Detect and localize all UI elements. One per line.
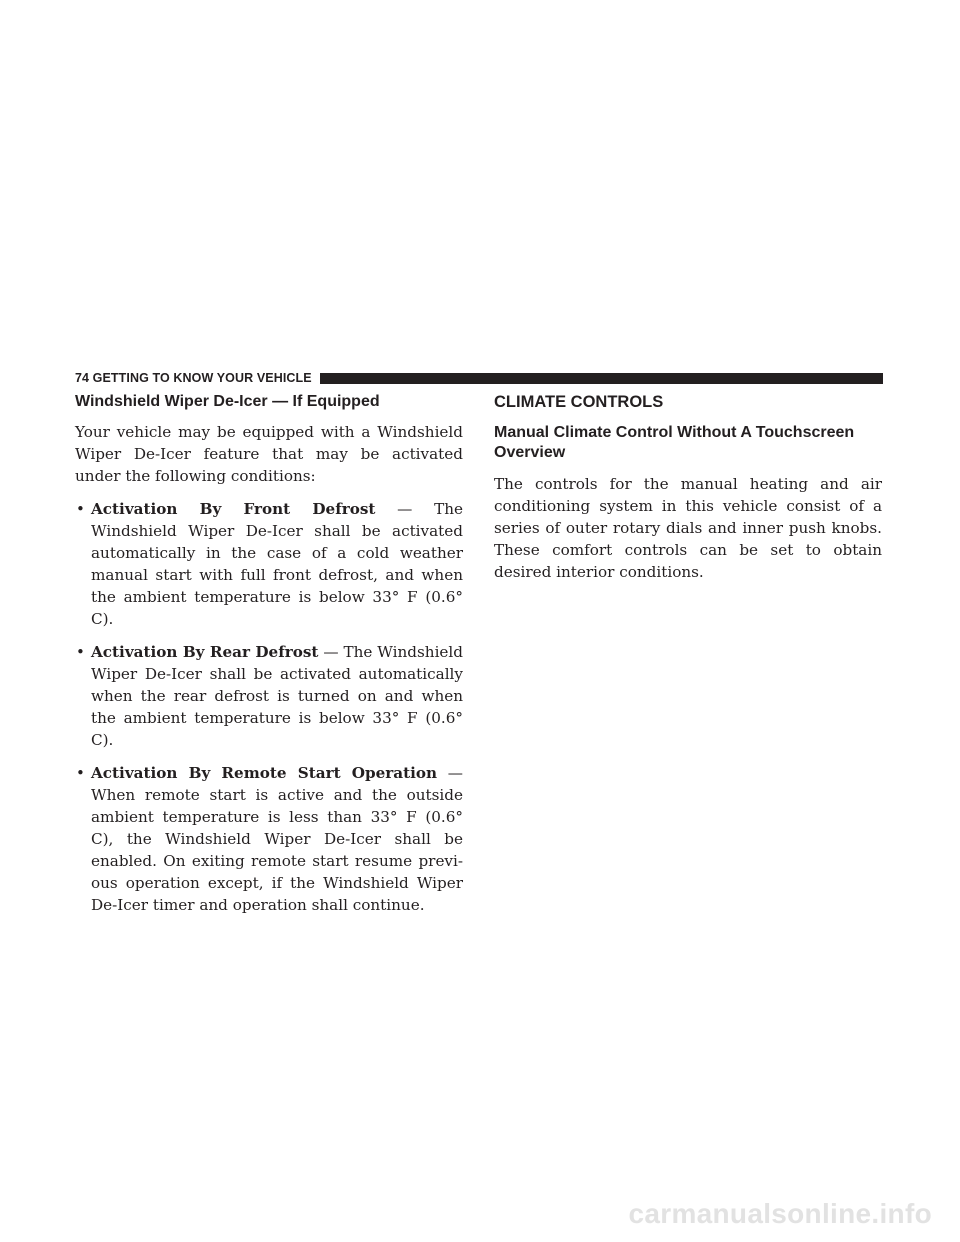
left-column (75, 392, 463, 927)
running-header (75, 370, 883, 386)
bullet-body: — When remote start is active and the outside ambient temperature is less than 33° F (0.6° C), the Windshield Wiper De-Icer shall be enabled. On exiting remote start resume previ-ous operation except, if the Windshield Wiper De-Icer timer and operation shall continue. (91, 764, 463, 914)
climate-section-title: CLIMATE CONTROLS (494, 393, 664, 411)
page-header-label: 74 GETTING TO KNOW YOUR VEHICLE (75, 371, 312, 385)
bullet-item (75, 641, 463, 751)
bullet-text (91, 762, 463, 916)
bullet-dot-icon: • (76, 764, 85, 782)
bullet-dot-icon: • (76, 500, 85, 518)
bullet-text (91, 498, 463, 630)
manual-climate-body: The controls for the manual heating and air conditioning system in this vehicle consist of a series of outer rotary dials and inner push knobs. These comfort controls can be set to obtain desired interior conditions. (494, 475, 882, 581)
right-column (494, 392, 882, 583)
bullet-body: — The Windshield Wiper De-Icer shall be activated automatically when the rear defrost is turned on and when the ambient temperature is below 33° F (0.6° C). (91, 643, 463, 749)
bullet-text (91, 641, 463, 751)
header-rule (320, 373, 883, 384)
bullet-item (75, 498, 463, 630)
manual-climate-subheading: Manual Climate Control Without A Touchscreen Overview (494, 424, 855, 461)
bullet-body: — The Windshield Wiper De-Icer shall be activated automatically in the case of a cold weather manual start with full front defrost, and when the ambient temperature is below 33° F (0.6° C). (91, 500, 464, 628)
bullet-dot-icon: • (76, 643, 85, 661)
deicer-heading: Windshield Wiper De-Icer — If Equipped (75, 393, 380, 410)
watermark: carmanualsonline.info (628, 1198, 932, 1229)
bullet-term: Activation By Front Defrost (91, 500, 376, 518)
bullet-term: Activation By Rear Defrost (91, 643, 319, 661)
deicer-intro: Your vehicle may be equipped with a Windshield Wiper De-Icer feature that may be activated under the following conditions: (75, 423, 463, 485)
bullet-term: Activation By Remote Start Operation (91, 764, 438, 782)
bullet-item (75, 762, 463, 916)
